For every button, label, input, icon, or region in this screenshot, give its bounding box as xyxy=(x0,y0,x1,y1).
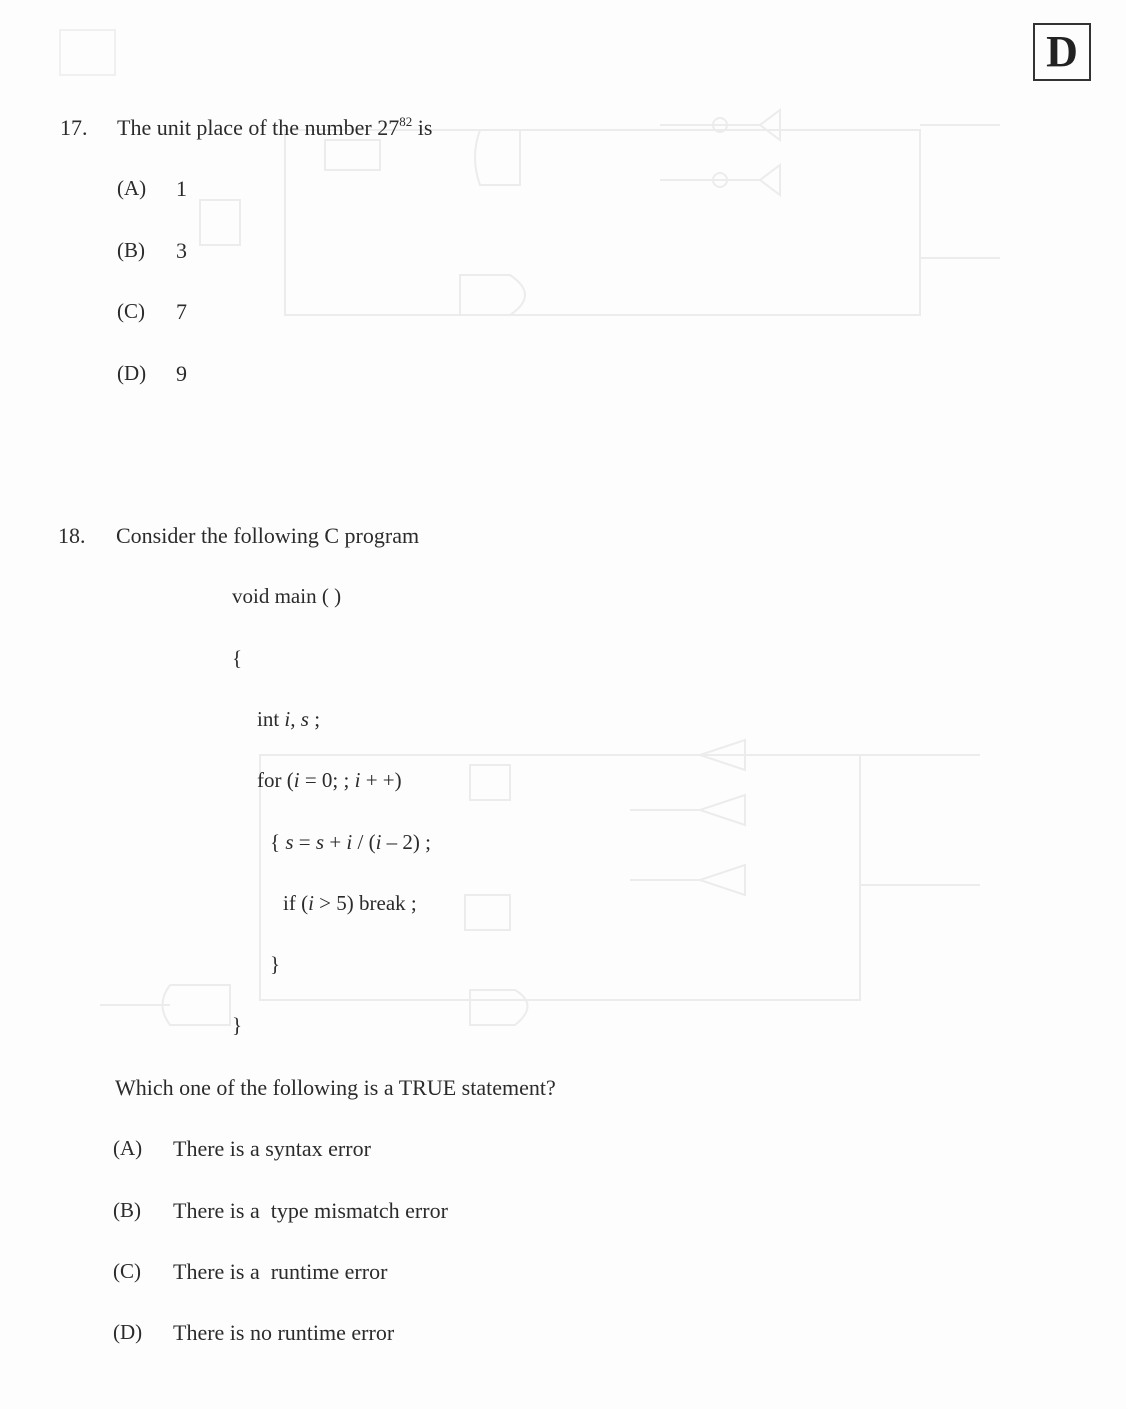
code-for-part: + +) xyxy=(360,768,402,792)
q18-option-a-label: (A) xyxy=(113,1136,143,1160)
code-part: { xyxy=(270,830,286,854)
q17-option-c-text: 7 xyxy=(176,299,187,324)
code-part: – 2) ; xyxy=(381,830,431,854)
q17-base: 27 xyxy=(377,115,400,140)
q17-option-c-label: (C) xyxy=(117,299,145,323)
code-semicolon: ; xyxy=(308,707,321,731)
version-letter: D xyxy=(1046,27,1078,76)
code-line-outer-close-brace: } xyxy=(232,1013,243,1037)
q17-stem-suffix: is xyxy=(417,115,433,140)
q18-option-a-text: There is a syntax error xyxy=(173,1136,371,1161)
code-line-void-main: void main ( ) xyxy=(232,584,342,608)
code-var-s: s xyxy=(285,830,294,854)
q18-stem: Consider the following C program xyxy=(116,523,420,548)
code-var-i: i xyxy=(354,768,361,792)
q17-number: 17. xyxy=(60,115,88,140)
code-part: if ( xyxy=(283,891,309,915)
code-var-i: i xyxy=(375,830,382,854)
code-part: / ( xyxy=(352,830,376,854)
code-line-for xyxy=(257,770,402,791)
code-var-i: i xyxy=(293,768,300,792)
q17-option-d-text: 9 xyxy=(176,361,187,386)
q18-number: 18. xyxy=(58,523,86,548)
code-line-open-brace: { xyxy=(232,646,243,670)
code-part: + xyxy=(324,830,347,854)
q18-option-c-text: There is a runtime error xyxy=(173,1259,388,1284)
code-line-declaration xyxy=(257,709,320,730)
q18-option-b-text: There is a type mismatch error xyxy=(173,1198,448,1223)
code-vars: i, s xyxy=(284,707,309,731)
q18-option-b-label: (B) xyxy=(113,1198,141,1222)
code-for-part: for ( xyxy=(257,768,294,792)
code-line-assignment xyxy=(270,832,431,853)
code-var-i: i xyxy=(346,830,353,854)
code-part: > 5) break ; xyxy=(313,891,417,915)
q17-stem-prefix: The unit place of the number xyxy=(117,115,372,140)
q18-option-d-text: There is no runtime error xyxy=(173,1320,395,1345)
version-code-box xyxy=(1033,23,1091,81)
code-line-inner-close-brace: } xyxy=(270,952,281,976)
q17-option-b-text: 3 xyxy=(176,238,187,263)
code-for-part: = 0; ; xyxy=(299,768,355,792)
q18-option-d-label: (D) xyxy=(113,1320,143,1344)
q17-option-b-label: (B) xyxy=(117,238,145,262)
code-line-if-break xyxy=(283,893,417,914)
code-int-keyword: int xyxy=(257,707,285,731)
q17-exponent: 82 xyxy=(399,114,413,129)
code-var-i: i xyxy=(308,891,314,915)
q18-question: Which one of the following is a TRUE statement? xyxy=(115,1075,556,1100)
q17-option-a-label: (A) xyxy=(117,176,147,200)
q17-stem xyxy=(117,114,433,140)
code-var-s: s xyxy=(315,830,325,854)
q17-option-d-label: (D) xyxy=(117,361,147,385)
code-part: = xyxy=(293,830,316,854)
q17-option-a-text: 1 xyxy=(176,176,187,201)
q18-option-c-label: (C) xyxy=(113,1259,141,1283)
